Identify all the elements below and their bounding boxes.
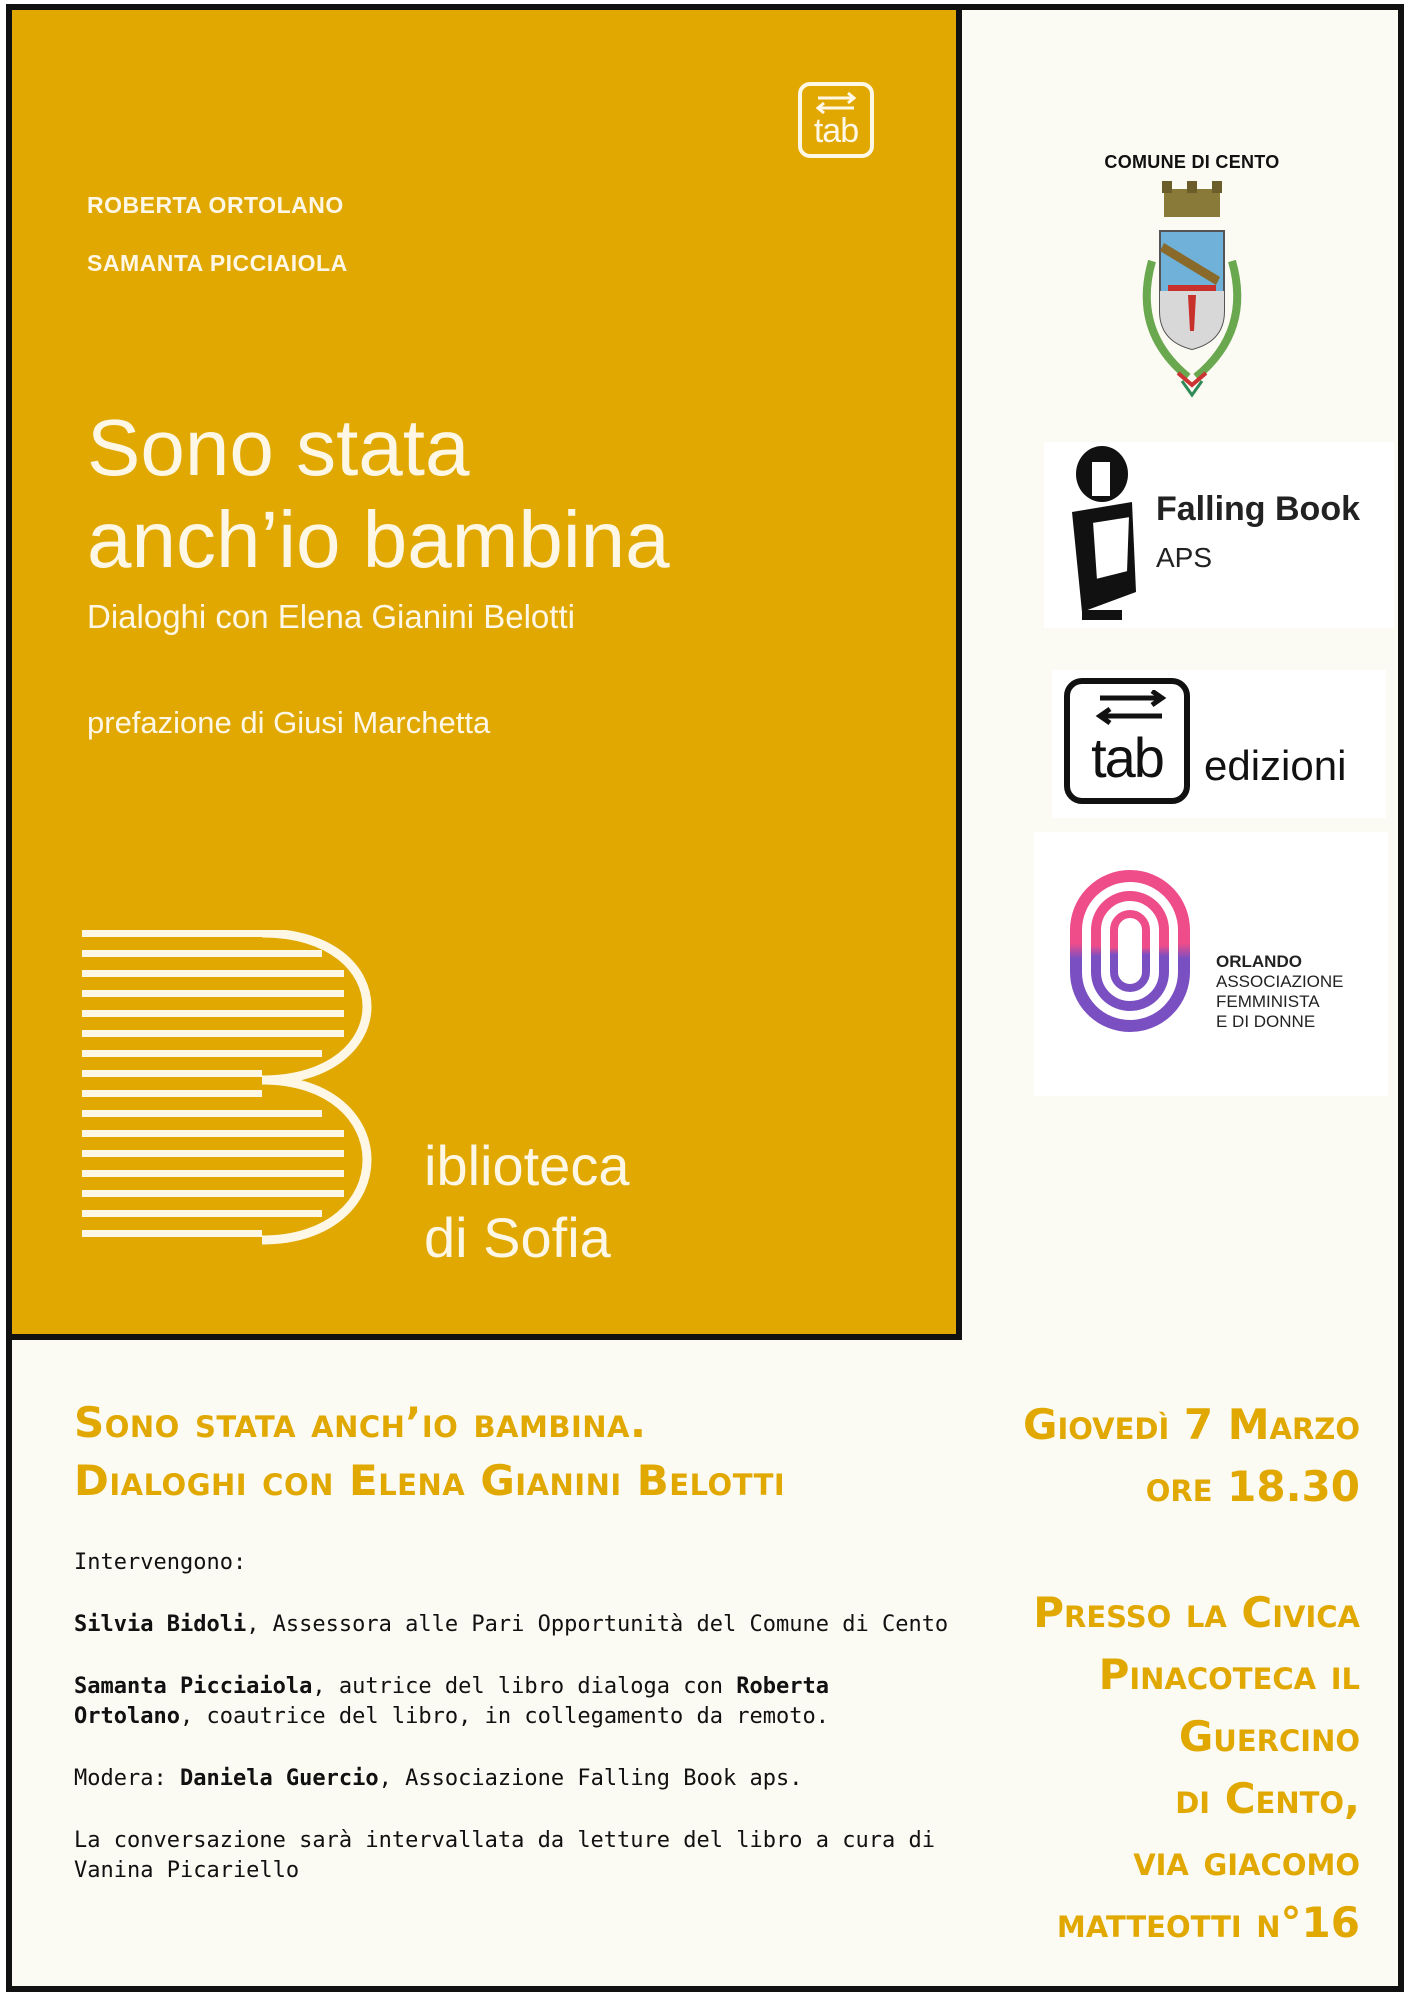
venue-line-6: matteotti n°16 <box>1056 1898 1360 1947</box>
event-date <box>940 1394 1360 1518</box>
falling-book-sub: APS <box>1156 542 1213 573</box>
venue-line-3: Guercino <box>1178 1712 1360 1761</box>
cover-title-line-1: Sono stata <box>87 403 470 492</box>
speaker-3-name: Roberta Ortolano <box>74 1674 829 1729</box>
coat-of-arms-icon <box>1112 181 1272 401</box>
swap-arrows-icon <box>1070 690 1184 726</box>
orlando-line-3: E DI DONNE <box>1216 1012 1316 1031</box>
venue-line-2: Pinacoteca il <box>1098 1650 1360 1699</box>
orlando-line-1: ASSOCIAZIONE <box>1216 972 1344 991</box>
cover-title-line-2: anch’io bambina <box>87 495 670 584</box>
venue-line-5: via giacomo <box>1133 1836 1360 1885</box>
orlando-name: ORLANDO <box>1216 952 1302 971</box>
readings-note: La conversazione sarà intervallata da letture del libro a cura di Vanina Picariello <box>74 1828 935 1883</box>
speaker-3-role: , coautrice del libro, in collegamento da remoto. <box>179 1704 829 1729</box>
poster-frame <box>6 4 1404 1992</box>
moderator-name: Daniela Guercio <box>179 1766 379 1791</box>
cover-preface: prefazione di Giusi Marchetta <box>87 705 491 740</box>
moderator <box>74 1764 954 1794</box>
event-title <box>74 1394 914 1510</box>
swap-arrows-icon <box>802 92 870 114</box>
cover-author-1: ROBERTA ORTOLANO <box>87 192 344 218</box>
falling-book-name: Falling Book <box>1156 490 1360 528</box>
event-venue <box>940 1582 1360 1954</box>
event-time: ore 18.30 <box>1145 1462 1360 1511</box>
tab-badge-logo <box>798 82 874 158</box>
orlando-logo <box>1034 832 1388 1096</box>
orlando-line-2: FEMMINISTA <box>1216 992 1320 1011</box>
speaker-2-role: , autrice del libro dialoga con <box>312 1674 737 1699</box>
speaker-2-name: Samanta Picciaiola <box>74 1674 313 1699</box>
cover-author-2: SAMANTA PICCIAIOLA <box>87 250 348 276</box>
series-line-2: di Sofia <box>424 1206 611 1269</box>
series-name <box>424 1130 629 1274</box>
orlando-text <box>1216 952 1344 1032</box>
comune-label: COMUNE DI CENTO <box>1104 152 1280 172</box>
venue-line-4: di Cento, <box>1175 1774 1360 1823</box>
orlando-rings-icon <box>1070 870 1200 1050</box>
cover-title <box>87 402 907 586</box>
venue-line-1: Presso la Civica <box>1033 1588 1360 1637</box>
moderator-role: , Associazione Falling Book aps. <box>378 1766 803 1791</box>
intro-text: Intervengono: <box>74 1550 247 1575</box>
biblioteca-b-book-icon <box>82 930 412 1260</box>
reading-woman-icon <box>1052 442 1152 628</box>
tab-word: tab <box>1091 726 1163 789</box>
moderator-label: Modera: <box>74 1766 180 1791</box>
edizioni-word: edizioni <box>1204 742 1347 789</box>
series-line-1: iblioteca <box>424 1134 630 1197</box>
comune-di-cento-logo <box>1072 152 1312 406</box>
falling-book-logo <box>1044 442 1394 628</box>
tab-square <box>1064 678 1190 804</box>
tab-edizioni-logo <box>1052 670 1386 818</box>
speaker-2 <box>74 1672 954 1732</box>
event-title-line-2: Dialoghi con Elena Gianini Belotti <box>74 1456 786 1505</box>
cover-subtitle: Dialoghi con Elena Gianini Belotti <box>87 598 575 635</box>
speaker-1-role: , Assessora alle Pari Opportunità del Comune di Cento <box>246 1612 949 1637</box>
speaker-1-name: Silvia Bidoli <box>74 1612 247 1637</box>
book-cover <box>12 10 962 1340</box>
speaker-1 <box>74 1610 954 1640</box>
event-description <box>74 1548 954 1918</box>
tab-badge-text: tab <box>813 112 859 150</box>
event-date-line-1: Giovedì 7 Marzo <box>1023 1400 1360 1449</box>
event-title-line-1: Sono stata anch’io bambina. <box>74 1398 647 1447</box>
